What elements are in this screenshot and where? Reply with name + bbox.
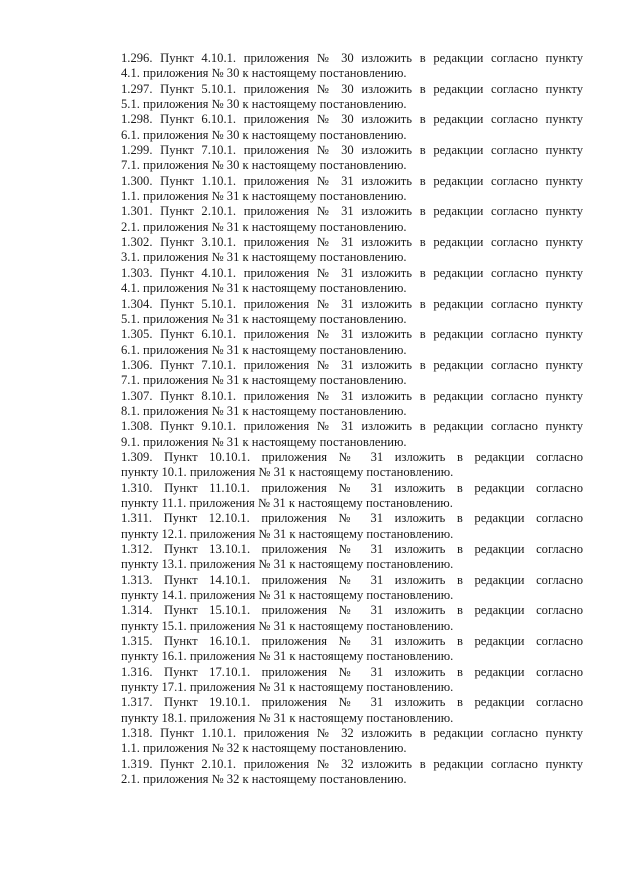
paragraph-line-first: 1.308. Пункт 9.10.1. приложения № 31 изложить в редакции согласно пункту xyxy=(121,419,583,434)
paragraph-line-first: 1.314. Пункт 15.10.1. приложения № 31 изложить в редакции согласно xyxy=(121,603,583,618)
amendment-paragraph xyxy=(85,327,583,358)
paragraph-line-first: 1.318. Пункт 1.10.1. приложения № 32 изложить в редакции согласно пункту xyxy=(121,726,583,741)
paragraph-line-second: пункту 12.1. приложения № 31 к настоящему постановлению. xyxy=(121,526,454,541)
paragraph-line-first: 1.309. Пункт 10.10.1. приложения № 31 изложить в редакции согласно xyxy=(121,449,583,464)
amendment-paragraph xyxy=(85,481,583,512)
paragraph-line-first: 1.306. Пункт 7.10.1. приложения № 31 изложить в редакции согласно пункту xyxy=(121,357,583,372)
paragraph-line-first: 1.311. Пункт 12.10.1. приложения № 31 изложить в редакции согласно xyxy=(121,511,583,526)
paragraph-line-second: пункту 14.1. приложения № 31 к настоящему постановлению. xyxy=(121,588,454,603)
amendment-paragraph xyxy=(85,511,583,542)
amendment-paragraph xyxy=(85,573,583,604)
paragraph-line-second: 3.1. приложения № 31 к настоящему постановлению. xyxy=(121,250,407,265)
paragraph-line-second: 5.1. приложения № 31 к настоящему постановлению. xyxy=(121,311,407,326)
paragraph-line-second: 8.1. приложения № 31 к настоящему постановлению. xyxy=(121,403,407,418)
paragraph-line-first: 1.312. Пункт 13.10.1. приложения № 31 изложить в редакции согласно xyxy=(121,542,583,556)
paragraph-line-first: 1.299. Пункт 7.10.1. приложения № 30 изложить в редакции согласно пункту xyxy=(121,143,583,158)
paragraph-line-second: пункту 10.1. приложения № 31 к настоящему постановлению. xyxy=(121,465,454,480)
paragraph-line-second: пункту 11.1. приложения № 31 к настоящему постановлению. xyxy=(121,495,453,510)
paragraph-line-second: 4.1. приложения № 30 к настоящему постановлению. xyxy=(121,66,407,81)
amendment-paragraph xyxy=(85,143,583,174)
paragraph-line-first: 1.304. Пункт 5.10.1. приложения № 31 изложить в редакции согласно пункту xyxy=(121,296,583,311)
paragraph-line-first: 1.313. Пункт 14.10.1. приложения № 31 изложить в редакции согласно xyxy=(121,572,583,587)
amendment-paragraph xyxy=(85,695,583,726)
amendment-paragraph xyxy=(85,82,583,113)
amendment-paragraph xyxy=(85,726,583,757)
paragraph-line-second: 9.1. приложения № 31 к настоящему постановлению. xyxy=(121,434,407,449)
amendment-paragraph xyxy=(85,634,583,665)
paragraph-line-second: пункту 17.1. приложения № 31 к настоящему постановлению. xyxy=(121,680,454,695)
paragraph-line-first: 1.319. Пункт 2.10.1. приложения № 32 изложить в редакции согласно пункту xyxy=(121,756,583,771)
amendment-paragraph xyxy=(85,757,583,788)
paragraph-line-second: 7.1. приложения № 30 к настоящему постановлению. xyxy=(121,158,407,173)
paragraph-line-first: 1.300. Пункт 1.10.1. приложения № 31 изложить в редакции согласно пункту xyxy=(121,173,583,188)
paragraph-line-first: 1.296. Пункт 4.10.1. приложения № 30 изложить в редакции согласно пункту xyxy=(121,51,583,65)
amendment-paragraph xyxy=(85,542,583,573)
paragraph-line-second: пункту 13.1. приложения № 31 к настоящему постановлению. xyxy=(121,557,454,572)
amendment-paragraph xyxy=(85,235,583,266)
document-body xyxy=(85,51,583,788)
amendment-paragraph xyxy=(85,297,583,328)
amendment-paragraph xyxy=(85,603,583,634)
paragraph-line-first: 1.298. Пункт 6.10.1. приложения № 30 изложить в редакции согласно пункту xyxy=(121,112,583,127)
amendment-paragraph xyxy=(85,419,583,450)
amendment-paragraph xyxy=(85,51,583,82)
amendment-paragraph xyxy=(85,358,583,389)
paragraph-line-second: 5.1. приложения № 30 к настоящему постановлению. xyxy=(121,97,407,112)
paragraph-line-second: 1.1. приложения № 32 к настоящему постановлению. xyxy=(121,741,407,756)
amendment-paragraph xyxy=(85,389,583,420)
paragraph-line-second: 7.1. приложения № 31 к настоящему постановлению. xyxy=(121,373,407,388)
paragraph-line-first: 1.317. Пункт 19.10.1. приложения № 31 изложить в редакции согласно xyxy=(121,695,583,710)
paragraph-line-first: 1.302. Пункт 3.10.1. приложения № 31 изложить в редакции согласно пункту xyxy=(121,235,583,250)
paragraph-line-second: 4.1. приложения № 31 к настоящему постановлению. xyxy=(121,281,407,296)
amendment-paragraph xyxy=(85,450,583,481)
paragraph-line-first: 1.301. Пункт 2.10.1. приложения № 31 изложить в редакции согласно пункту xyxy=(121,204,583,219)
paragraph-line-second: пункту 15.1. приложения № 31 к настоящему постановлению. xyxy=(121,618,454,633)
amendment-paragraph xyxy=(85,665,583,696)
amendment-paragraph xyxy=(85,266,583,297)
paragraph-line-second: 6.1. приложения № 31 к настоящему постановлению. xyxy=(121,342,407,357)
paragraph-line-second: 1.1. приложения № 31 к настоящему постановлению. xyxy=(121,189,407,204)
paragraph-line-first: 1.297. Пункт 5.10.1. приложения № 30 изложить в редакции согласно пункту xyxy=(121,81,583,96)
paragraph-line-second: пункту 18.1. приложения № 31 к настоящему постановлению. xyxy=(121,710,454,725)
paragraph-line-first: 1.310. Пункт 11.10.1. приложения № 31 изложить в редакции согласно xyxy=(121,480,583,495)
amendment-paragraph xyxy=(85,174,583,205)
paragraph-line-first: 1.316. Пункт 17.10.1. приложения № 31 изложить в редакции согласно xyxy=(121,664,583,679)
paragraph-line-second: 2.1. приложения № 32 к настоящему постановлению. xyxy=(121,772,407,787)
paragraph-line-second: 2.1. приложения № 31 к настоящему постановлению. xyxy=(121,219,407,234)
paragraph-line-first: 1.307. Пункт 8.10.1. приложения № 31 изложить в редакции согласно пункту xyxy=(121,388,583,403)
paragraph-line-first: 1.305. Пункт 6.10.1. приложения № 31 изложить в редакции согласно пункту xyxy=(121,327,583,342)
amendment-paragraph xyxy=(85,204,583,235)
paragraph-line-first: 1.303. Пункт 4.10.1. приложения № 31 изложить в редакции согласно пункту xyxy=(121,265,583,280)
amendment-paragraph xyxy=(85,112,583,143)
paragraph-line-second: пункту 16.1. приложения № 31 к настоящему постановлению. xyxy=(121,649,454,664)
paragraph-line-second: 6.1. приложения № 30 к настоящему постановлению. xyxy=(121,127,407,142)
paragraph-line-first: 1.315. Пункт 16.10.1. приложения № 31 изложить в редакции согласно xyxy=(121,634,583,649)
